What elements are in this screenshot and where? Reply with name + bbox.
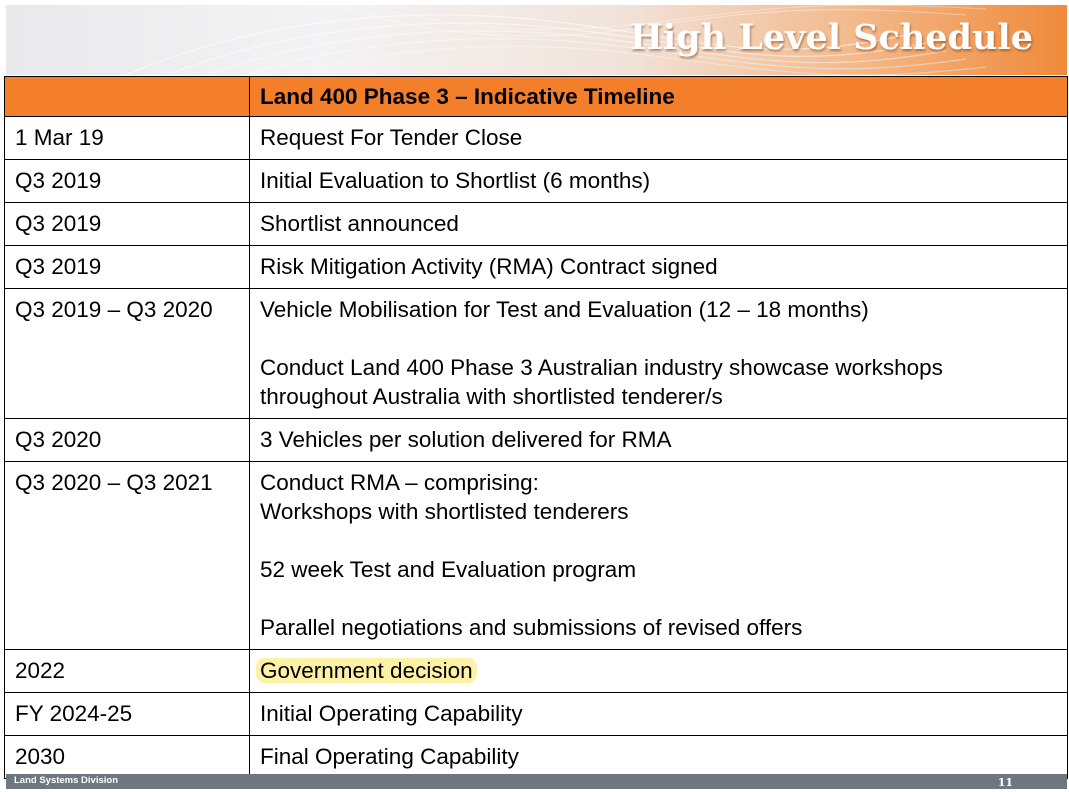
row-activity-cell bbox=[250, 117, 1068, 160]
schedule-table bbox=[4, 76, 1068, 779]
row-activity-cell bbox=[250, 246, 1068, 289]
row-date-cell: Q3 2019 – Q3 2020 bbox=[5, 289, 250, 419]
activity-line-wrapper bbox=[260, 613, 1057, 642]
activity-line: Parallel negotiations and submissions of revised offers bbox=[260, 615, 803, 640]
row-date-cell: 2022 bbox=[5, 650, 250, 693]
row-activity-cell bbox=[250, 462, 1068, 650]
row-activity-cell bbox=[250, 736, 1068, 779]
highlighted-activity-text: Government decision bbox=[256, 658, 477, 683]
activity-line-wrapper bbox=[260, 353, 1057, 382]
header-date-cell bbox=[5, 77, 250, 117]
activity-line: throughout Australia with shortlisted tenderer/s bbox=[260, 384, 723, 409]
activity-line-wrapper bbox=[260, 123, 1057, 152]
row-activity-cell bbox=[250, 693, 1068, 736]
activity-line: Workshops with shortlisted tenderers bbox=[260, 499, 629, 524]
activity-line-wrapper bbox=[260, 555, 1057, 584]
row-activity-cell bbox=[250, 650, 1068, 693]
activity-line-wrapper bbox=[260, 166, 1057, 195]
table-header-row bbox=[5, 77, 1068, 117]
row-activity-cell bbox=[250, 289, 1068, 419]
row-date-cell: Q3 2020 – Q3 2021 bbox=[5, 462, 250, 650]
activity-line-wrapper bbox=[260, 209, 1057, 238]
table-row bbox=[5, 246, 1068, 289]
activity-line: Shortlist announced bbox=[260, 211, 459, 236]
footer-bar bbox=[6, 774, 1067, 789]
header-activity-cell: Land 400 Phase 3 – Indicative Timeline bbox=[250, 77, 1068, 117]
activity-line: Risk Mitigation Activity (RMA) Contract signed bbox=[260, 254, 718, 279]
activity-line: 3 Vehicles per solution delivered for RMA bbox=[260, 427, 672, 452]
division-label: Land Systems Division bbox=[14, 775, 119, 786]
row-activity-cell bbox=[250, 419, 1068, 462]
activity-line-wrapper bbox=[260, 252, 1057, 281]
activity-line: Vehicle Mobilisation for Test and Evaluation (12 – 18 months) bbox=[260, 297, 869, 322]
table-row bbox=[5, 693, 1068, 736]
activity-line-wrapper bbox=[260, 382, 1057, 411]
line-spacer bbox=[260, 324, 1057, 353]
table-row bbox=[5, 650, 1068, 693]
table-row bbox=[5, 419, 1068, 462]
row-date-cell: FY 2024-25 bbox=[5, 693, 250, 736]
table-body bbox=[5, 117, 1068, 779]
activity-line: Request For Tender Close bbox=[260, 125, 523, 150]
activity-line-wrapper bbox=[260, 497, 1057, 526]
table-row bbox=[5, 289, 1068, 419]
line-spacer bbox=[260, 526, 1057, 555]
page-number: 11 bbox=[997, 776, 1013, 789]
row-date-cell: Q3 2019 bbox=[5, 160, 250, 203]
activity-line: Conduct RMA – comprising: bbox=[260, 470, 539, 495]
activity-line: Final Operating Capability bbox=[260, 744, 519, 769]
activity-line-wrapper bbox=[260, 656, 1057, 685]
activity-line: Conduct Land 400 Phase 3 Australian industry showcase workshops bbox=[260, 355, 943, 380]
activity-line-wrapper bbox=[260, 425, 1057, 454]
row-date-cell: 1 Mar 19 bbox=[5, 117, 250, 160]
row-date-cell: Q3 2020 bbox=[5, 419, 250, 462]
table-row bbox=[5, 462, 1068, 650]
activity-line-wrapper bbox=[260, 468, 1057, 497]
row-activity-cell bbox=[250, 160, 1068, 203]
row-date-cell: Q3 2019 bbox=[5, 246, 250, 289]
table-row bbox=[5, 117, 1068, 160]
activity-line-wrapper bbox=[260, 295, 1057, 324]
activity-line-wrapper bbox=[260, 742, 1057, 771]
page-title: High Level Schedule bbox=[629, 17, 1033, 58]
activity-line: 52 week Test and Evaluation program bbox=[260, 557, 637, 582]
table-row bbox=[5, 160, 1068, 203]
activity-line-wrapper bbox=[260, 699, 1057, 728]
activity-line: Initial Operating Capability bbox=[260, 701, 523, 726]
row-date-cell: 2030 bbox=[5, 736, 250, 779]
row-activity-cell bbox=[250, 203, 1068, 246]
table-row bbox=[5, 203, 1068, 246]
activity-line: Initial Evaluation to Shortlist (6 months) bbox=[260, 168, 651, 193]
line-spacer bbox=[260, 584, 1057, 613]
row-date-cell: Q3 2019 bbox=[5, 203, 250, 246]
title-banner bbox=[6, 5, 1067, 75]
table-row bbox=[5, 736, 1068, 779]
